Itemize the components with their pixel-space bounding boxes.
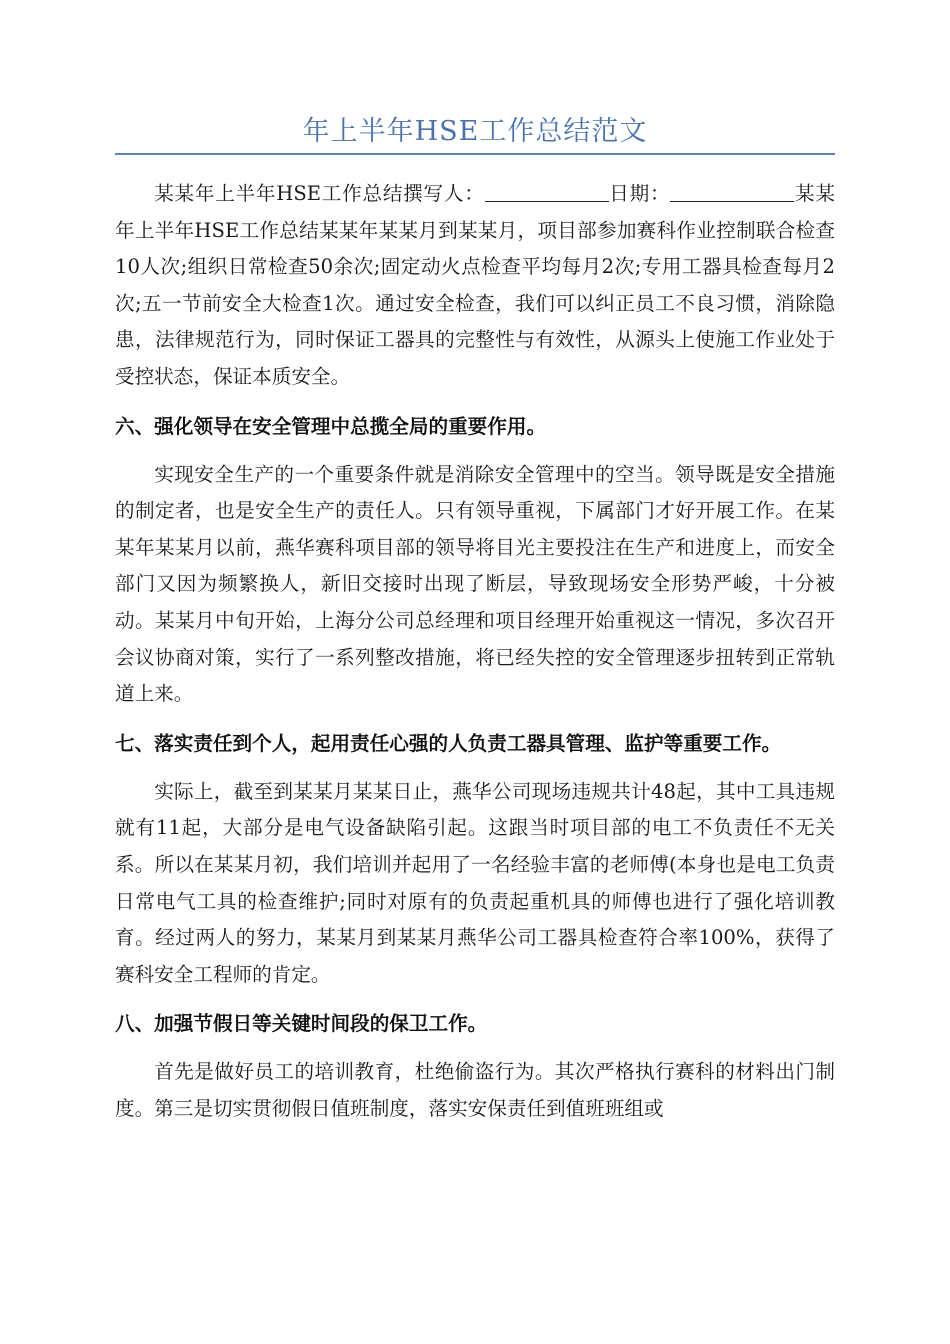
section-paragraph-6: 实现安全生产的一个重要条件就是消除安全管理中的空当。领导既是安全措施的制定者，也是安全生产的责任人。只有领导重视，下属部门才好开展工作。在某某年某某月以前，燕华赛科项目部的领导将目光主要投注在生产和进度上，而安全部门又因为频繁换人，新旧交接时出现了断层，导致现场安全形势严峻，十分被动。某某月中旬开始，上海分公司总经理和项目经理开始重视这一情况，多次召开会议协商对策，实行了一系列整改措施，将已经失控的安全管理逐步扭转到正常轨道上来。	[115, 462, 835, 706]
date-label: 日期：	[608, 182, 671, 205]
document-body	[115, 176, 835, 1127]
author-blank	[485, 181, 609, 202]
title-underline	[115, 153, 835, 155]
section-heading-7: 七、落实责任到个人，起用责任心强的人负责工器具管理、监护等重要工作。	[115, 731, 782, 755]
section-heading-6: 六、强化领导在安全管理中总揽全局的重要作用。	[115, 414, 547, 438]
date-blank	[670, 181, 794, 202]
section-heading-8: 八、加强节假日等关键时间段的保卫工作。	[115, 1012, 488, 1036]
intro-text: 某某年上半年HSE工作总结某某年某某月到某某月，项目部参加赛科作业控制联合检查10人次;组织日常检查50余次;固定动火点检查平均每月2次;专用工器具检查每月2次;五一节前安全大检查1次。通过安全检查，我们可以纠正员工不良习惯，消除隐患，法律规范行为，同时保证工器具的完整性与有效性，从源头上使施工作业处于受控状态，保证本质安全。	[115, 182, 835, 388]
document-title: 年上半年HSE工作总结范文	[302, 116, 648, 147]
intro-paragraph	[115, 176, 835, 396]
section-paragraph-7: 实际上，截至到某某月某某日止，燕华公司现场违规共计48起，其中工具违规就有11起，大部分是电气设备缺陷引起。这跟当时项目部的电工不负责任不无关系。所以在某某月初，我们培训并起用了一名经验丰富的老师傅(本身也是电工负责日常电气工具的检查维护;同时对原有的负责起重机具的师傅也进行了强化培训教育。经过两人的努力，某某月到某某月燕华公司工器具检查符合率100%，获得了赛科安全工程师的肯定。	[115, 779, 835, 986]
intro-lead: 某某年上半年HSE工作总结撰写人：	[154, 182, 485, 205]
section-paragraph-8: 首先是做好员工的培训教育，杜绝偷盗行为。其次严格执行赛科的材料出门制度。第三是切实贯彻假日值班制度，落实安保责任到值班班组或	[115, 1060, 835, 1120]
